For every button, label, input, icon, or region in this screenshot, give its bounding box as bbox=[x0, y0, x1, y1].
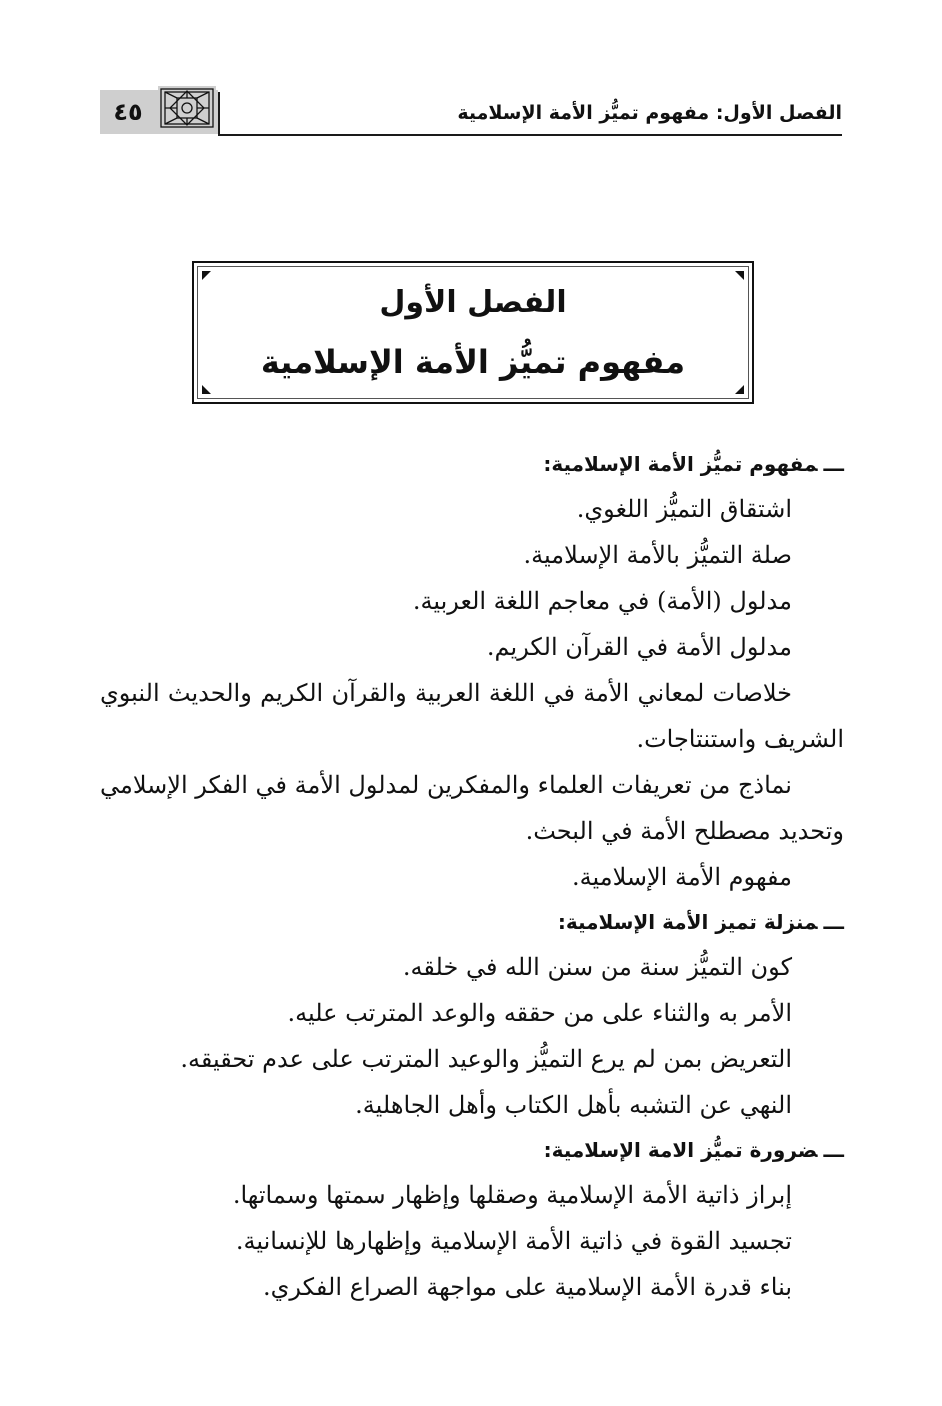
chapter-title-frame bbox=[192, 261, 754, 404]
chapter-contents bbox=[100, 442, 844, 1310]
dash-bullet-icon: ـــ bbox=[823, 910, 844, 934]
list-item: الأمر به والثناء على من حققه والوعد المترتب عليه. bbox=[287, 999, 792, 1027]
list-item: إبراز ذاتية الأمة الإسلامية وصقلها وإظهار سمتها وسماتها. bbox=[232, 1181, 792, 1209]
corner-ornament-icon bbox=[735, 271, 744, 280]
list-item: مدلول الأمة في القرآن الكريم. bbox=[486, 633, 792, 661]
header-rule bbox=[218, 134, 842, 136]
running-header bbox=[100, 86, 842, 138]
list-item: بناء قدرة الأمة الإسلامية على مواجهة الصراع الفكري. bbox=[263, 1273, 792, 1301]
running-title: الفصل الأول: مفهوم تميُّز الأمة الإسلامية bbox=[457, 102, 842, 124]
list-item: خلاصات لمعاني الأمة في اللغة العربية والقرآن الكريم والحديث النبوي الشريف واستنتاجات. bbox=[100, 679, 844, 753]
header-vertical-rule bbox=[218, 92, 220, 136]
chapter-title: مفهوم تميُّز الأمة الإسلامية bbox=[260, 343, 686, 381]
page-number: ٤٥ bbox=[113, 98, 143, 126]
corner-ornament-icon bbox=[202, 271, 211, 280]
list-item: صلة التميُّز بالأمة الإسلامية. bbox=[523, 541, 792, 569]
list-item: نماذج من تعريفات العلماء والمفكرين لمدلول الأمة في الفكر الإسلامي وتحديد مصطلح الأمة في البحث. bbox=[100, 771, 844, 845]
dash-bullet-icon: ـــ bbox=[823, 452, 844, 476]
list-item: كون التميُّز سنة من سنن الله في خلقه. bbox=[402, 953, 792, 981]
corner-ornament-icon bbox=[735, 385, 744, 394]
list-item: مفهوم الأمة الإسلامية. bbox=[571, 863, 792, 891]
dash-bullet-icon: ـــ bbox=[823, 1138, 844, 1162]
list-item: اشتقاق التميُّز اللغوي. bbox=[576, 495, 792, 523]
chapter-label: الفصل الأول bbox=[379, 285, 567, 320]
list-item: مدلول (الأمة) في معاجم اللغة العربية. bbox=[412, 587, 792, 615]
corner-ornament-icon bbox=[202, 385, 211, 394]
list-item: النهي عن التشبه بأهل الكتاب وأهل الجاهلية. bbox=[355, 1091, 792, 1119]
section-heading: ـــمنزلة تميز الأمة الإسلامية: bbox=[557, 910, 844, 934]
geometric-star-ornament-icon bbox=[158, 86, 216, 130]
section-heading: ـــمفهوم تميُّز الأمة الإسلامية: bbox=[543, 452, 844, 476]
list-item: التعريض بمن لم يرع التميُّز والوعيد المترتب على عدم تحقيقه. bbox=[180, 1045, 792, 1073]
section-heading: ـــضرورة تميُّز الامة الإسلامية: bbox=[543, 1138, 844, 1162]
list-item: تجسيد القوة في ذاتية الأمة الإسلامية وإظهارها للإنسانية. bbox=[235, 1227, 792, 1255]
